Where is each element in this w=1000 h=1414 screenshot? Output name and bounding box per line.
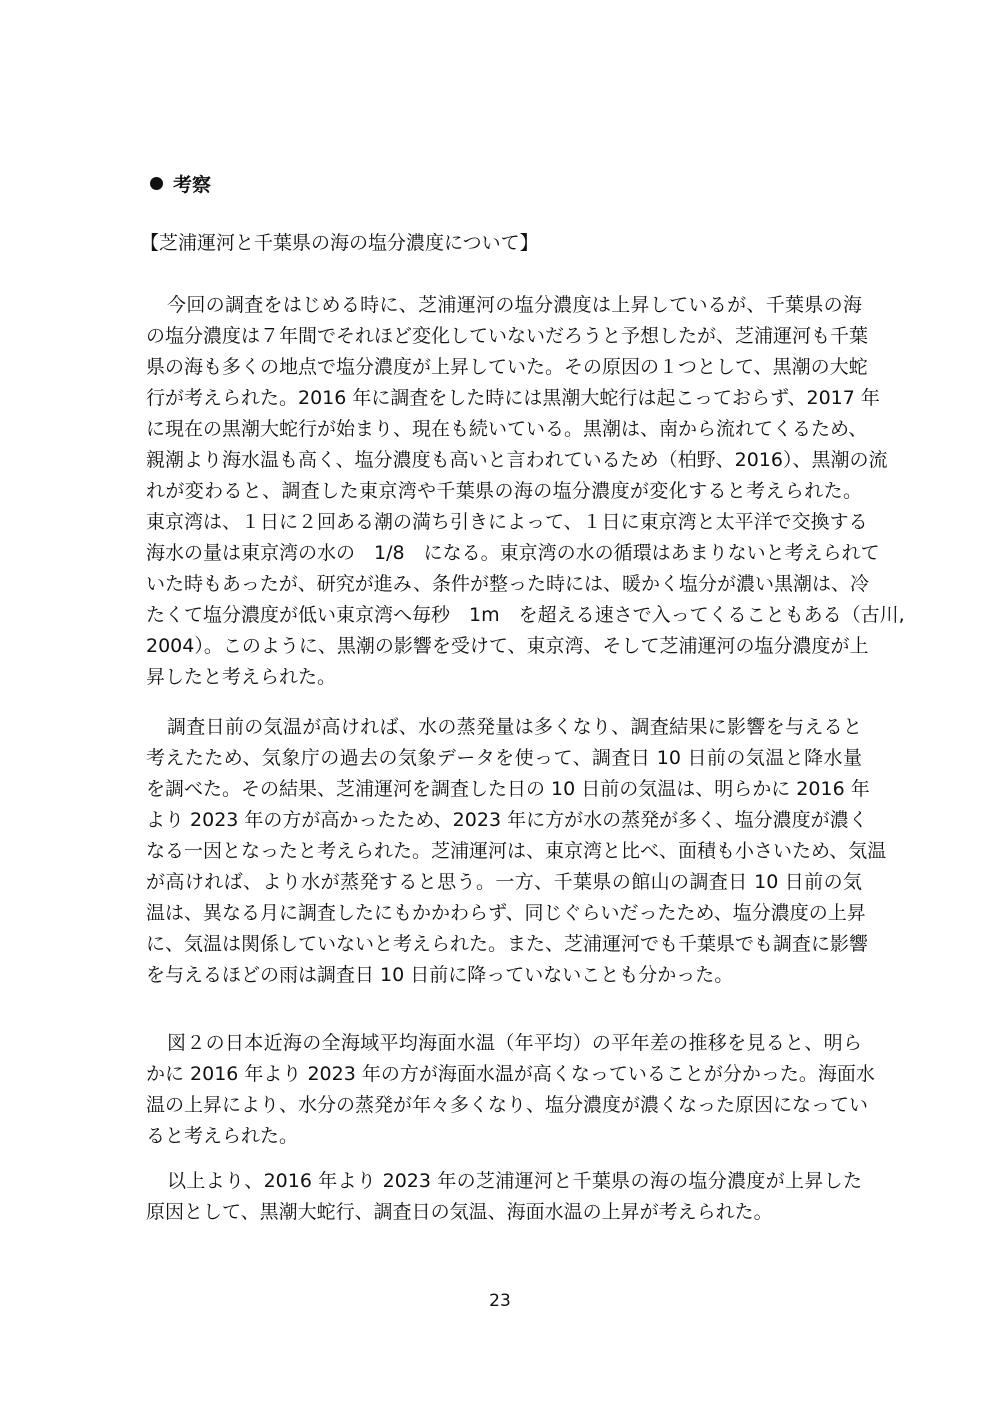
text-line: に、気温は関係していないと考えられた。また、芝浦運河でも千葉県でも調査に影響 — [146, 933, 869, 955]
text-line: 原因として、黒潮大蛇行、調査日の気温、海面水温の上昇が考えられた。 — [146, 1201, 773, 1223]
text-line: 今回の調査をはじめる時に、芝浦運河の塩分濃度は上昇しているが、千葉県の海 — [167, 294, 862, 316]
section-heading — [150, 172, 211, 198]
text-line: 以上より、2016 年より 2023 年の芝浦運河と千葉県の海の塩分濃度が上昇した — [167, 1170, 862, 1192]
text-line: たくて塩分濃度が低い東京湾へ毎秒 1m を超える速さで入ってくることもある（古川, — [146, 604, 905, 626]
text-line: 行が考えられた。2016 年に調査をした時には黒潮大蛇行は起こっておらず、2017 年 — [146, 387, 880, 409]
text-line: 温は、異なる月に調査したにもかかわらず、同じぐらいだったため、塩分濃度の上昇 — [146, 902, 866, 924]
text-line: の塩分濃度は７年間でそれほど変化していないだろうと予想したが、芝浦運河も千葉 — [146, 325, 869, 347]
subsection-title: 【芝浦運河と千葉県の海の塩分濃度について】 — [140, 232, 539, 254]
text-line: 海水の量は東京湾の水の 1/8 になる。東京湾の水の循環はあまりないと考えられて — [146, 542, 880, 564]
text-line: なる一因となったと考えられた。芝浦運河は、東京湾と比べ、面積も小さいため、気温 — [146, 840, 887, 862]
paragraph-air-temperature — [146, 712, 887, 991]
paragraph-kuroshio — [146, 290, 905, 693]
text-line: に現在の黒潮大蛇行が始まり、現在も続いている。黒潮は、南から流れてくるため、 — [146, 418, 868, 440]
text-line: いた時もあったが、研究が進み、条件が整った時には、暖かく塩分が濃い黒潮は、冷 — [146, 573, 869, 595]
text-line: 昇したと考えられた。 — [146, 666, 337, 688]
text-line: を与えるほどの雨は調査日 10 日前に降っていないことも分かった。 — [146, 964, 734, 986]
text-line: 図２の日本近海の全海域平均海面水温（年平均）の平年差の推移を見ると、明ら — [167, 1032, 862, 1054]
text-line: れが変わると、調査した東京湾や千葉県の海の塩分濃度が変化すると考えられた。 — [146, 480, 862, 502]
text-line: を調べた。その結果、芝浦運河を調査した日の 10 日前の気温は、明らかに 2016 年 — [146, 778, 870, 800]
text-line: 2004）。このように、黒潮の影響を受けて、東京湾、そして芝浦運河の塩分濃度が上 — [146, 635, 869, 657]
paragraph-conclusion — [146, 1166, 862, 1228]
bullet-icon — [150, 177, 163, 190]
paragraph-sea-surface-temperature — [146, 1028, 875, 1152]
text-line: 調査日前の気温が高ければ、水の蒸発量は多くなり、調査結果に影響を与えると — [167, 716, 862, 738]
text-line: 親潮より海水温も高く、塩分濃度も高いと言われているため（柏野、2016）、黒潮の流 — [146, 449, 888, 471]
text-line: 東京湾は、１日に２回ある潮の満ち引きによって、１日に東京湾と太平洋で交換する — [146, 511, 868, 533]
page-number: 23 — [489, 1291, 511, 1311]
text-line: ると考えられた。 — [146, 1125, 299, 1147]
text-line: 考えたため、気象庁の過去の気象データを使って、調査日 10 日前の気温と降水量 — [146, 747, 862, 769]
text-line: 温の上昇により、水分の蒸発が年々多くなり、塩分濃度が濃くなった原因になってい — [146, 1094, 869, 1116]
text-line: かに 2016 年より 2023 年の方が海面水温が高くなっていることが分かった。海面水 — [146, 1063, 875, 1085]
heading-title: 考察 — [173, 174, 212, 196]
text-line: が高ければ、より水が蒸発すると思う。一方、千葉県の館山の調査日 10 日前の気 — [146, 871, 862, 893]
text-line: より 2023 年の方が高かったため、2023 年に方が水の蒸発が多く、塩分濃度が濃く — [146, 809, 868, 831]
text-line: 県の海も多くの地点で塩分濃度が上昇していた。その原因の１つとして、黒潮の大蛇 — [146, 356, 868, 378]
